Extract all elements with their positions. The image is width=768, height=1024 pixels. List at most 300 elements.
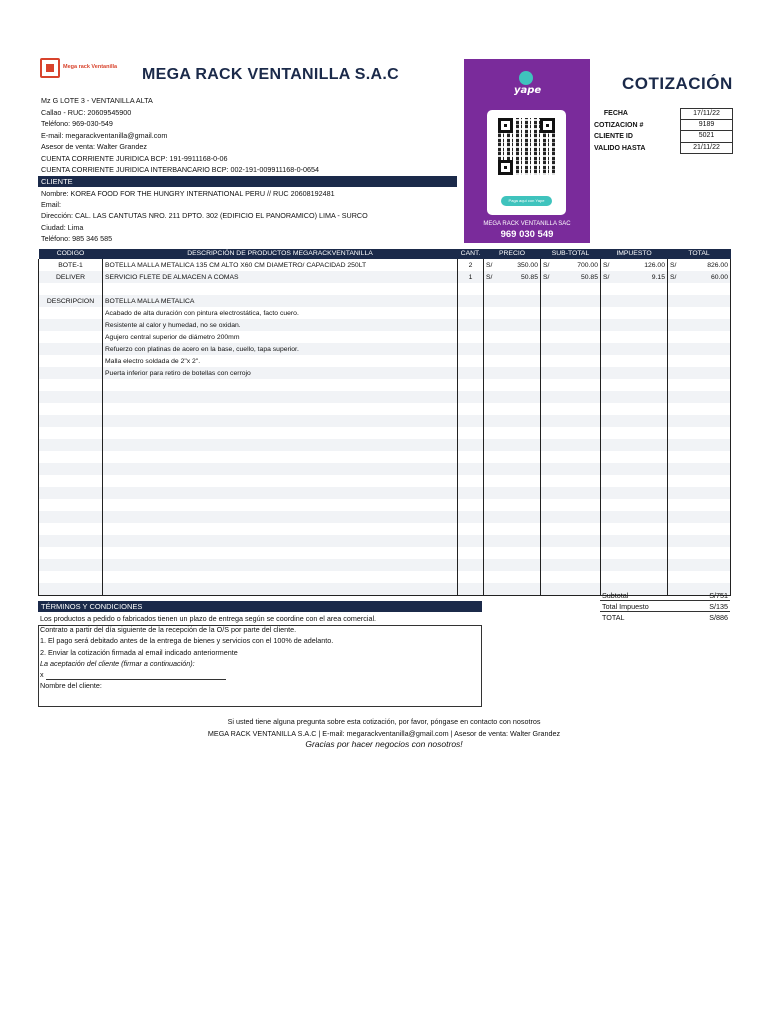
cell-code [39,319,103,331]
cell-empty [458,523,484,535]
cell-total [668,307,731,319]
table-row [39,427,731,439]
cell-total [668,319,731,331]
currency-symbol: S/ [486,261,493,269]
qr-code-card [487,110,566,215]
cell-tax [601,355,668,367]
cell-empty [458,535,484,547]
cell-total [668,259,731,271]
cell-empty [103,535,458,547]
cell-empty [39,463,103,475]
table-row [39,259,731,271]
cell-empty [39,523,103,535]
currency-symbol: S/ [670,261,677,269]
totals-box [600,590,730,623]
cell-tax [601,295,668,307]
cell-price [484,355,541,367]
table-row [39,343,731,355]
yape-payment-card [464,59,590,243]
cell-empty [668,547,731,559]
quote-meta [594,108,733,154]
cell-description: Resistente al calor y humedad, no se oxidan. [103,319,458,331]
cell-empty [458,487,484,499]
cell-empty [484,403,541,415]
client-email: Email: [41,200,61,210]
cell-empty [484,391,541,403]
totals-row-tax [600,601,730,612]
table-row [39,271,731,283]
table-row [39,403,731,415]
cell-tax [601,259,668,271]
cell-description: Refuerzo con platinas de acero en la base, cuello, tapa superior. [103,343,458,355]
cell-empty [103,571,458,583]
cell-empty [484,547,541,559]
cell-empty [39,487,103,499]
client-address: Dirección: CAL. LAS CANTUTAS NRO. 211 DPTO. 302 (EDIFICIO EL PANORAMICO) LIMA - SURCO [41,211,368,221]
footer [0,716,768,751]
cell-empty [484,535,541,547]
cell-empty [668,475,731,487]
cell-empty [484,583,541,595]
cell-qty [458,367,484,379]
totals-label: Subtotal [602,591,629,600]
terms-line: Contrato a partir del día siguiente de la recepción de la O/S por parte del cliente. [40,625,297,635]
cell-subtotal [541,355,601,367]
cell-empty [484,571,541,583]
cell-empty [668,511,731,523]
yape-phone: 969 030 549 [500,229,554,240]
col-header-tax: IMPUESTO [601,249,668,259]
cell-description: BOTELLA MALLA METALICA 135 CM ALTO X60 CM DIAMETRO/ CAPACIDAD 250LT [103,259,458,271]
cell-total [668,355,731,367]
document-title: COTIZACIÓN [622,74,733,93]
cell-empty [541,559,601,571]
cell-tax [601,271,668,283]
cell-description: Acabado de alta duración con pintura electrostática, facto cuero. [103,307,458,319]
cell-empty [601,511,668,523]
cell-empty [458,391,484,403]
cell-empty [668,391,731,403]
terms-line: 1. El pago será debitado antes de la entrega de bienes y servicios con el 100% de adelanto. [40,636,334,646]
totals-row-subtotal [600,590,730,601]
meta-value: 9189 [680,120,733,132]
col-header-qty: CANT. [458,249,484,259]
cell-empty [601,451,668,463]
cell-empty [39,511,103,523]
cell-empty [103,439,458,451]
cell-price [484,271,541,283]
cell-empty [601,379,668,391]
cell-subtotal [541,343,601,355]
yape-brand: yape [514,85,542,96]
cell-total [668,283,731,295]
cell-empty [39,379,103,391]
company-account: CUENTA CORRIENTE JURIDICA BCP: 191-9911168-0-06 [41,153,228,163]
client-name-label: Nombre del cliente: [40,681,102,691]
cell-empty [601,415,668,427]
cell-qty [458,283,484,295]
cell-empty [668,415,731,427]
cell-empty [541,451,601,463]
cell-empty [103,427,458,439]
cell-tax [601,319,668,331]
amount: 350.00 [517,261,538,269]
cell-empty [601,559,668,571]
footer-contact-note: Si usted tiene alguna pregunta sobre esta cotización, por favor, póngase en contacto con nosotros [227,717,541,726]
cell-empty [484,439,541,451]
signature-line[interactable] [40,669,376,680]
table-row [39,307,731,319]
table-row [39,355,731,367]
cell-empty [484,499,541,511]
cell-empty [601,499,668,511]
cell-code: DESCRIPCION [39,295,103,307]
cell-empty [601,523,668,535]
meta-value: 21/11/22 [680,143,733,155]
table-row [39,391,731,403]
cell-empty [458,451,484,463]
cell-description: Puerta inferior para retiro de botellas con cerrojo [103,367,458,379]
terms-text [40,613,376,691]
cell-empty [541,547,601,559]
cell-price [484,295,541,307]
terms-box [38,613,482,707]
cell-empty [39,571,103,583]
cell-code [39,307,103,319]
amount: 126.00 [644,261,665,269]
terms-line: Los productos a pedido o fabricados tienen un plazo de entrega según se coordine con el area comercial. [40,614,377,623]
cell-empty [103,451,458,463]
cell-empty [541,535,601,547]
logo-text: Mega rack Ventanilla [63,64,118,70]
meta-row-date [594,108,733,120]
cell-empty [484,451,541,463]
company-ruc: Callao - RUC: 20609545900 [41,107,132,117]
meta-label: CLIENTE ID [594,133,633,141]
cell-empty [541,511,601,523]
cell-empty [39,535,103,547]
cell-tax [601,283,668,295]
cell-empty [39,427,103,439]
cell-subtotal [541,307,601,319]
cell-empty [668,523,731,535]
table-row [39,511,731,523]
cell-empty [484,511,541,523]
cell-qty [458,319,484,331]
acceptance-label: La aceptación del cliente (firmar a continuación): [40,658,195,668]
col-header-code: CODIGO [39,249,103,259]
cell-empty [541,463,601,475]
meta-row-client-id [594,131,733,143]
cell-description: SERVICIO FLETE DE ALMACEN A COMAS [103,271,458,283]
cell-empty [601,535,668,547]
currency-symbol: S/ [486,273,493,281]
cell-empty [103,379,458,391]
col-header-price: PRECIO [484,249,541,259]
cell-empty [601,391,668,403]
cell-qty: 2 [458,259,484,271]
cell-empty [668,535,731,547]
cell-price [484,343,541,355]
cell-tax [601,307,668,319]
footer-thanks: Gracias por hacer negocios con nosotros! [305,739,463,749]
table-row [39,523,731,535]
cell-code: DELIVER [39,271,103,283]
cell-code [39,355,103,367]
company-address: Mz G LOTE 3 - VENTANILLA ALTA [41,96,153,105]
cell-empty [484,415,541,427]
cell-empty [103,403,458,415]
cell-code [39,331,103,343]
footer-contact-info: MEGA RACK VENTANILLA S.A.C | E-mail: megarackventanilla@gmail.com | Asesor de venta: Walter Grandez [207,728,561,738]
cell-empty [458,475,484,487]
company-email: E-mail: megarackventanilla@gmail.com [41,130,168,140]
cell-empty [103,475,458,487]
cell-empty [668,559,731,571]
cell-empty [103,415,458,427]
cell-qty: 1 [458,271,484,283]
company-info [41,95,319,176]
company-advisor: Asesor de venta: Walter Grandez [41,142,147,151]
items-table [38,249,731,596]
cell-empty [541,391,601,403]
cell-empty [103,583,458,595]
cell-empty [541,427,601,439]
cell-subtotal [541,319,601,331]
amount: 50.85 [520,273,538,281]
cell-empty [103,511,458,523]
yape-bubble-icon [519,71,533,85]
cell-empty [458,439,484,451]
client-info [41,188,368,244]
table-row [39,367,731,379]
cell-empty [458,559,484,571]
cell-empty [668,427,731,439]
totals-value: S/886 [709,613,728,622]
table-row [39,535,731,547]
table-row [39,571,731,583]
cell-empty [541,475,601,487]
table-row [39,319,731,331]
meta-value: 17/11/22 [680,108,733,120]
totals-label: Total Impuesto [602,602,649,611]
table-row [39,415,731,427]
cell-empty [601,427,668,439]
cell-qty [458,343,484,355]
cell-description: BOTELLA MALLA METALICA [103,295,458,307]
cell-empty [39,475,103,487]
cell-empty [601,547,668,559]
cell-price [484,367,541,379]
cell-empty [458,571,484,583]
cell-empty [541,487,601,499]
cell-empty [541,523,601,535]
col-header-total: TOTAL [668,249,731,259]
cell-subtotal [541,283,601,295]
cell-empty [484,463,541,475]
table-row [39,559,731,571]
meta-label: VALIDO HASTA [594,144,646,152]
cell-empty [541,439,601,451]
cell-empty [668,403,731,415]
cell-empty [39,415,103,427]
cell-tax [601,331,668,343]
cell-empty [458,511,484,523]
table-row [39,451,731,463]
cell-empty [39,559,103,571]
cell-empty [39,451,103,463]
table-row [39,379,731,391]
cell-empty [458,499,484,511]
cell-tax [601,343,668,355]
terms-line: 2. Enviar la cotización firmada al email indicado anteriormente [40,647,238,657]
yape-account-name: MEGA RACK VENTANILLA SAC [483,221,571,227]
yape-pay-label: Paga aquí con Yape [501,196,552,206]
cell-empty [601,475,668,487]
cell-subtotal [541,367,601,379]
table-row [39,487,731,499]
client-phone: Teléfono: 985 346 585 [41,233,113,243]
cell-tax [601,367,668,379]
cell-empty [484,523,541,535]
cell-subtotal [541,331,601,343]
cell-empty [601,403,668,415]
cell-total [668,367,731,379]
cell-empty [484,559,541,571]
totals-label: TOTAL [602,613,625,622]
cell-price [484,283,541,295]
company-name: MEGA RACK VENTANILLA S.A.C [142,66,399,83]
amount: 826.00 [707,261,728,269]
table-row [39,331,731,343]
amount: 60.00 [710,273,728,281]
cell-empty [541,571,601,583]
cell-empty [103,547,458,559]
cell-code [39,283,103,295]
totals-row-total [600,612,730,623]
cell-empty [103,391,458,403]
cell-price [484,307,541,319]
cell-code [39,343,103,355]
table-row [39,295,731,307]
cell-empty [458,403,484,415]
cell-empty [484,427,541,439]
cell-empty [458,463,484,475]
cell-empty [668,451,731,463]
cell-empty [541,415,601,427]
cell-subtotal [541,259,601,271]
cell-empty [458,583,484,595]
cell-empty [668,487,731,499]
cell-empty [39,499,103,511]
amount: 50.85 [580,273,598,281]
cell-empty [541,583,601,595]
cell-empty [601,487,668,499]
cell-total [668,331,731,343]
company-account-interbank: CUENTA CORRIENTE JURIDICA INTERBANCARIO BCP: 002-191-009911168-0-0654 [41,165,320,174]
currency-symbol: S/ [543,261,550,269]
totals-value: S/135 [709,602,728,611]
table-row [39,475,731,487]
cell-empty [601,463,668,475]
cell-description: Agujero central superior de diámetro 200mm [103,331,458,343]
amount: 9.15 [651,273,665,281]
client-city: Ciudad: Lima [41,222,84,232]
company-phone: Teléfono: 969-030-549 [41,119,113,128]
cell-empty [458,427,484,439]
table-header-row [39,249,731,259]
col-header-description: DESCRIPCIÓN DE PRODUCTOS MEGARACKVENTANILLA [103,249,458,259]
cell-empty [103,559,458,571]
cell-total [668,295,731,307]
cell-qty [458,307,484,319]
client-name: Nombre: KOREA FOOD FOR THE HUNGRY INTERNATIONAL PERU // RUC 20608192481 [41,189,335,198]
cell-total [668,343,731,355]
cell-empty [103,487,458,499]
cell-empty [601,571,668,583]
table-row [39,439,731,451]
cell-empty [103,499,458,511]
col-header-subtotal: SUB-TOTAL [541,249,601,259]
cell-empty [103,523,458,535]
logo-mark-icon [40,58,60,78]
cell-empty [39,403,103,415]
table-row [39,499,731,511]
table-row [39,283,731,295]
cell-empty [668,463,731,475]
cell-empty [668,499,731,511]
meta-row-valid-until [594,143,733,155]
cell-empty [39,547,103,559]
cell-empty [541,499,601,511]
table-row [39,463,731,475]
cell-empty [39,391,103,403]
meta-value: 5021 [680,131,733,143]
table-row [39,547,731,559]
cell-empty [484,487,541,499]
cell-code [39,367,103,379]
cell-empty [458,379,484,391]
currency-symbol: S/ [603,273,610,281]
currency-symbol: S/ [543,273,550,281]
totals-value: S/751 [709,591,728,600]
meta-label: FECHA [603,110,628,118]
cell-qty [458,355,484,367]
client-section-header: CLIENTE [38,176,457,187]
cell-empty [103,463,458,475]
cell-subtotal [541,271,601,283]
cell-empty [601,439,668,451]
meta-row-quote-number [594,120,733,132]
cell-price [484,331,541,343]
currency-symbol: S/ [670,273,677,281]
cell-qty [458,295,484,307]
cell-total [668,271,731,283]
cell-empty [668,379,731,391]
cell-empty [39,583,103,595]
cell-code: BOTE-1 [39,259,103,271]
cell-empty [458,415,484,427]
cell-empty [458,547,484,559]
cell-empty [541,379,601,391]
cell-empty [484,475,541,487]
cell-empty [484,379,541,391]
currency-symbol: S/ [603,261,610,269]
cell-qty [458,331,484,343]
cell-price [484,259,541,271]
cell-description: Malla electro soldada de 2"x 2". [103,355,458,367]
company-logo [40,58,130,78]
